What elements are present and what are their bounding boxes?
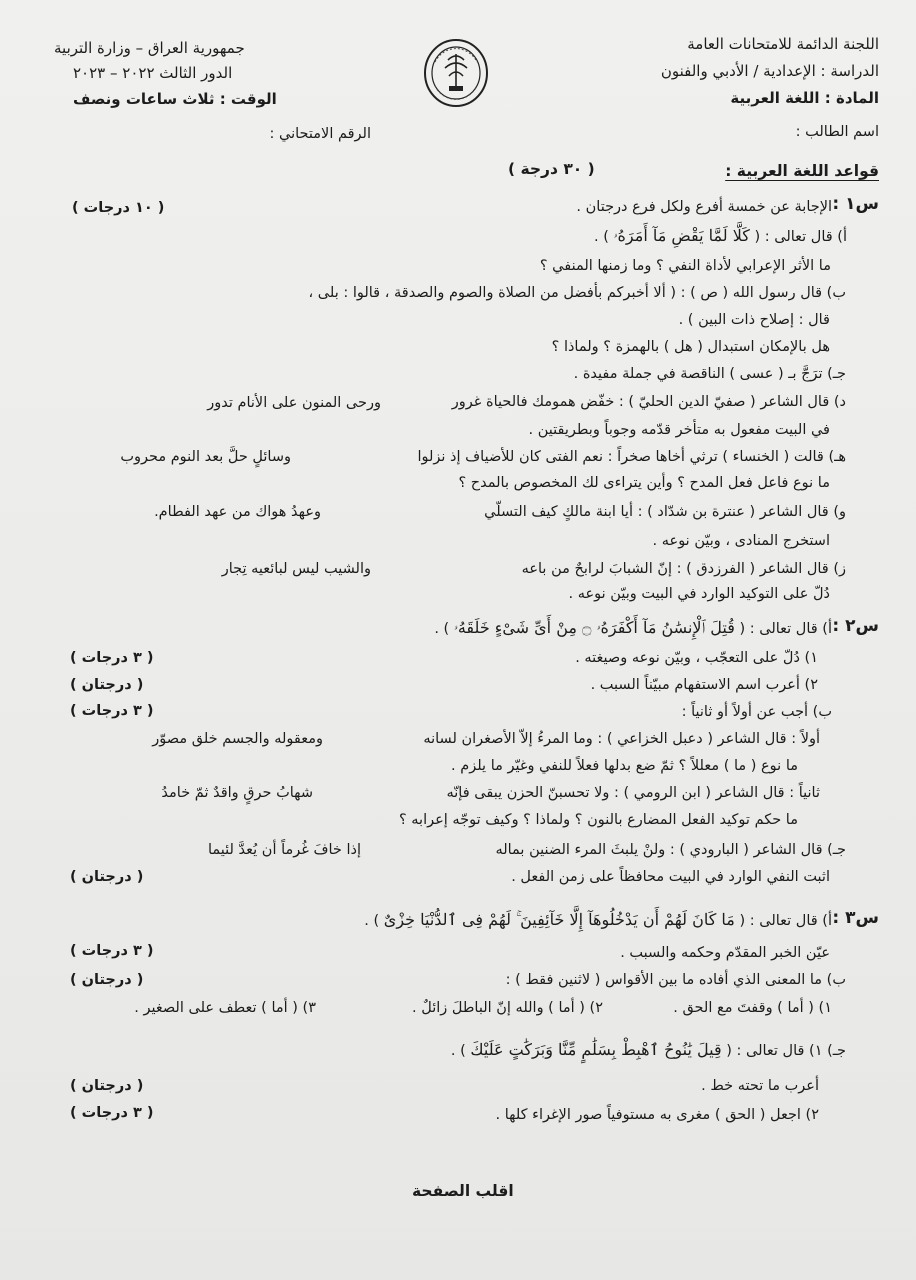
q1-d-question: في البيت مفعول به متأخر قدّمه وجوباً وبطريقتين . <box>528 422 830 438</box>
q1-g-question: دُلّ على التوكيد الوارد في البيت وبيّن نوعه . <box>568 586 830 602</box>
q3-c-line: جـ) ١) قال تعالى : ( قِيلَ يَٰنُوحُ ٱهْبِطْ بِسَلَٰمٍ مِّنَّا وَبَرَكَٰتٍ عَلَيْكَ ) . <box>450 1040 846 1059</box>
q1-f-line: و) قال الشاعر ( عنترة بن شدّاد ) : أيا ابنة مالكٍ كيف التسلّي <box>484 504 846 520</box>
q2-first: أولاً : قال الشاعر ( دعبل الخزاعي ) : وما المرءُ إلاّ الأصغران لسانه <box>423 731 820 747</box>
q1-f-question: استخرج المنادى ، وبيّن نوعه . <box>652 533 830 549</box>
q3-b1: ١) ( أما ) وقفتَ مع الحق . <box>673 1000 832 1016</box>
q3-c2-marks: ( ٣ درجات ) <box>70 1105 154 1121</box>
q2-b-marks: ( ٣ درجات ) <box>70 703 154 719</box>
q3-c1-marks: ( درجتان ) <box>70 1078 144 1094</box>
student-name-label: اسم الطالب : <box>795 124 879 140</box>
q2-c-line: جـ) قال الشاعر ( البارودي ) : ولنْ يلبثَ المرء الضنين بماله <box>495 842 846 858</box>
q1-g-verse2: والشيب ليس لبائعيه تِجار <box>221 561 371 577</box>
ministry-line: جمهورية العراق – وزارة التربية <box>54 39 245 57</box>
q1-a-line: أ) قال تعالى : ( كَلَّا لَمَّا يَقْضِ مَآ أَمَرَهُۥ ) . <box>594 226 847 245</box>
q2-c-marks: ( درجتان ) <box>70 869 144 885</box>
q1-e-line: هـ) قالت ( الخنساء ) ترثي أخاها صخراً : نعم الفتى كان للأضياف إذ نزلوا <box>417 449 846 465</box>
q3-a-marks: ( ٣ درجات ) <box>70 943 154 959</box>
q3-a-question: عيّن الخبر المقدّم وحكمه والسبب . <box>620 945 830 961</box>
study-line: الدراسة : الإعدادية / الأدبي والفنون <box>660 62 879 80</box>
q2-second: ثانياً : قال الشاعر ( ابن الرومي ) : ولا تحسبنّ الحزن يبقى فإنّه <box>446 785 820 801</box>
q3-label: س٣ : <box>832 908 879 928</box>
q1-instruction: الإجابة عن خمسة أفرع ولكل فرع درجتان . <box>576 199 832 215</box>
q1-marks: ( ١٠ درجات ) <box>72 200 165 216</box>
q2-a2: ٢) أعرب اسم الاستفهام مبيّناً السبب . <box>590 677 818 693</box>
q1-f-verse2: وعهدُ هواك من عهد الفطام. <box>154 504 321 520</box>
ministry-seal-icon <box>423 38 489 108</box>
q2-label: س٢ : <box>832 616 879 636</box>
q2-a2-marks: ( درجتان ) <box>70 677 144 693</box>
q3-b2: ٢) ( أما ) والله إنّ الباطلَ زائلٌ . <box>412 1000 603 1016</box>
q2-c-verse2: إذا خافَ غُرماً أن يُعدَّ لئيما <box>207 842 361 858</box>
q3-b-marks: ( درجتان ) <box>70 972 144 988</box>
q1-b-line2: قال : إصلاح ذات البين ) . <box>678 312 830 328</box>
q1-b-question: هل بالإمكان استبدال ( هل ) بالهمزة ؟ ولماذا ؟ <box>551 339 830 355</box>
exam-number-label: الرقم الامتحاني : <box>269 126 371 142</box>
q1-c-line: جـ) ترَجَّ بـ ( عسى ) الناقصة في جملة مفيدة . <box>573 366 846 382</box>
subject-line: المادة : اللغة العربية <box>730 89 879 107</box>
q3-c1-question: أعرب ما تحته خط . <box>701 1078 819 1094</box>
section-marks: ( ٣٠ درجة ) <box>508 160 595 178</box>
q1-label: س١ : <box>832 194 879 214</box>
q3-a-line: أ) قال تعالى : ( مَا كَانَ لَهُمْ أَن يَدْخُلُوهَآ إِلَّا خَآئِفِينَ ۚ لَهُمْ فِى ٱلدُّنْيَا خِزْىٌ ) . <box>364 910 832 929</box>
q2-c-question: اثبت النفي الوارد في البيت محافظاً على زمن الفعل . <box>511 869 830 885</box>
committee-title: اللجنة الدائمة للامتحانات العامة <box>687 35 879 53</box>
q3-b-question: ب) ما المعنى الذي أفاده ما بين الأقواس ( لاثنين فقط ) : <box>505 972 846 988</box>
exam-time: الوقت : ثلاث ساعات ونصف <box>73 90 277 108</box>
q1-d-verse2: ورحى المنون على الأنام تدور <box>207 395 381 411</box>
exam-round: الدور الثالث ٢٠٢٢ – ٢٠٢٣ <box>73 64 233 82</box>
q2-second-verse2: شهابُ حرقٍ واقدٌ ثمّ خامدُ <box>161 785 313 801</box>
q2-a-line: أ) قال تعالى : ( قُتِلَ ٱلْإِنسَٰنُ مَآ أَكْفَرَهُۥ ۝ مِنْ أَىِّ شَىْءٍ خَلَقَهُۥ ) . <box>434 618 832 637</box>
q2-a1-marks: ( ٣ درجات ) <box>70 650 154 666</box>
q3-c2-question: ٢) اجعل ( الحق ) مغرى به مستوفياً صور الإغراء كلها . <box>495 1107 819 1123</box>
q1-d-line: د) قال الشاعر ( صفيّ الدين الحليّ ) : خفّض همومك فالحياة غرور <box>451 394 846 410</box>
turn-page-note: اقلب الصفحة <box>412 1182 514 1200</box>
q2-a1: ١) دُلّ على التعجّب ، وبيّن نوعه وصيغته . <box>575 650 818 666</box>
q1-a-question: ما الأثر الإعرابي لأداة النفي ؟ وما زمنها المنفي ؟ <box>539 258 831 274</box>
q3-b3: ٣) ( أما ) تعطف على الصغير . <box>134 1000 316 1016</box>
section-title: قواعد اللغة العربية : <box>725 162 879 180</box>
q2-second-question: ما حكم توكيد الفعل المضارع بالنون ؟ ولماذا ؟ وكيف توجّه إعرابه ؟ <box>398 812 798 828</box>
q1-e-verse2: وسائلٍ حلَّ بعد النوم محروب <box>120 449 291 465</box>
q2-first-question: ما نوع ( ما ) معللاً ؟ ثمّ ضع بدلها فعلاً للنفي وغيّر ما يلزم . <box>451 758 798 774</box>
q1-g-line: ز) قال الشاعر ( الفرزدق ) : إنّ الشبابَ لرابحٌ من باعه <box>521 561 846 577</box>
q2-first-verse2: ومعقوله والجسم خلق مصوّر <box>152 731 323 747</box>
q2-b-intro: ب) أجب عن أولاً أو ثانياً : <box>681 704 832 720</box>
q1-e-question: ما نوع فاعل فعل المدح ؟ وأين يتراءى لك المخصوص بالمدح ؟ <box>458 475 830 491</box>
q1-b-line1: ب) قال رسول الله ( ص ) : ( ألا أخبركم بأفضل من الصلاة والصوم والصدقة ، قالوا : بلى ، <box>308 285 846 301</box>
